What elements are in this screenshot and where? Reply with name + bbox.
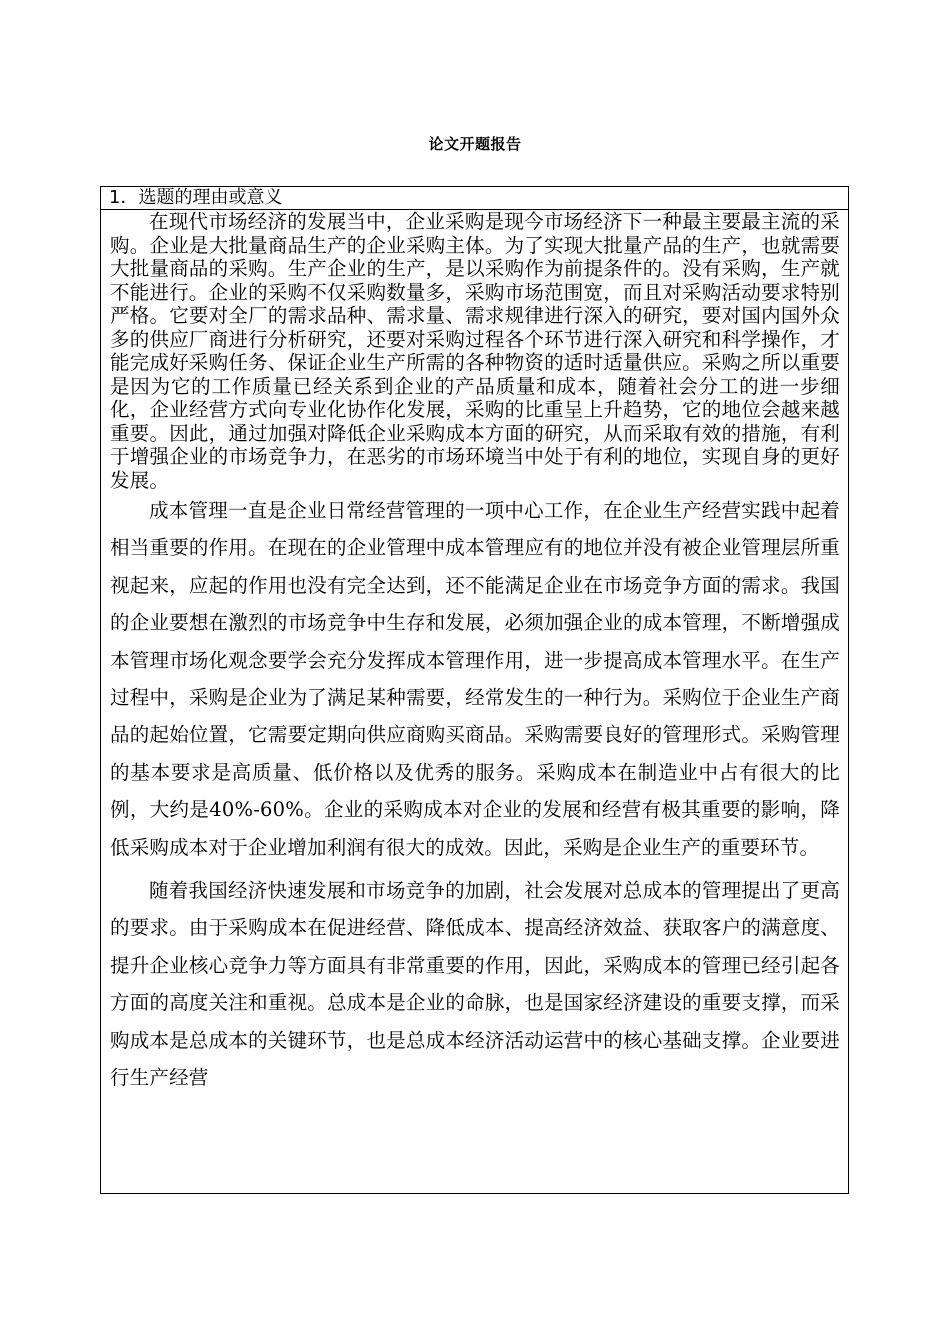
section-body — [101, 210, 848, 1097]
paragraph-cost-management: 成本管理一直是企业日常经营管理的一项中心工作，在企业生产经营实践中起着相当重要的作用。在现在的企业管理中成本管理应有的地位并没有被企业管理层所重视起来，应起的作用也没有完全达到，还不能满足企业在市场竞争方面的需求。我国的企业要想在激烈的市场竞争中生存和发展，必须加强企业的成本管理，不断增强成本管理市场化观念要学会充分发挥成本管理作用，进一步提高成本管理水平。在生产过程中，采购是企业为了满足某种需要，经常发生的一种行为。采购位于企业生产商品的起始位置，它需要定期向供应商购买商品。采购需要良好的管理形式。采购管理的基本要求是高质量、低价格以及优秀的服务。采购成本在制造业中占有很大的比例，大约是40%-60%。企业的采购成本对企业的发展和经营有极其重要的影响，降低采购成本对于企业增加利润有很大的成效。因此，采购是企业生产的重要环节。 — [110, 499, 840, 859]
report-table — [100, 186, 849, 1194]
paragraph-purchasing-importance: 在现代市场经济的发展当中，企业采购是现今市场经济下一种最主要最主流的采购。企业是大批量商品生产的企业采购主体。为了实现大批量产品的生产，也就需要大批量商品的采购。生产企业的生产，是以采购作为前提条件的。没有采购，生产就不能进行。企业的采购不仅采购数量多，采购市场范围宽，而且对采购活动要求特别严格。它要对全厂的需求品种、需求量、需求规律进行深入的研究，要对国内国外众多的供应厂商进行分析研究，还要对采购过程各个环节进行深入研究和科学操作，才能完成好采购任务、保证企业生产所需的各种物资的适时适量供应。采购之所以重要是因为它的工作质量已经关系到企业的产品质量和成本，随着社会分工的进一步细化，企业经营方式向专业化协作化发展，采购的比重呈上升趋势，它的地位会越来越重要。因此，通过加强对降低企业采购成本方面的研究，从而采取有效的措施，有利于增强企业的市场竞争力，在恶劣的市场环境当中处于有利的地位，实现自身的更好发展。 — [110, 210, 840, 492]
document-title: 论文开题报告 — [428, 135, 522, 153]
section-heading: 1．选题的理由或意义 — [101, 187, 848, 210]
paragraph-total-cost: 随着我国经济快速发展和市场竞争的加剧，社会发展对总成本的管理提出了更高的要求。由于采购成本在促进经营、降低成本、提高经济效益、获取客户的满意度、提升企业核心竞争力等方面具有非常重要的作用，因此，采购成本的管理已经引起各方面的高度关注和重视。总成本是企业的命脉，也是国家经济建设的重要支撑，而采购成本是总成本的关键环节，也是总成本经济活动运营中的核心基础支撑。企业要进行生产经营 — [110, 879, 840, 1090]
